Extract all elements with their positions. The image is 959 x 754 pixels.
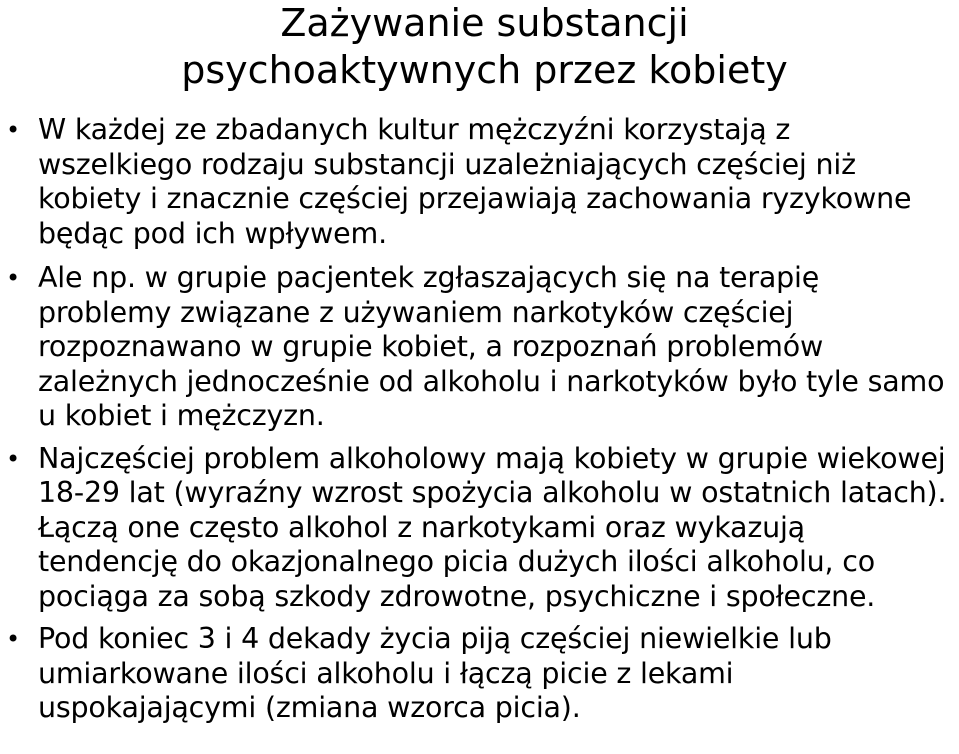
- slide-title-line-1: Zażywanie substancji: [280, 1, 689, 45]
- bullet-item-3: [0, 442, 959, 615]
- bullet-item-4: [0, 622, 959, 726]
- bullet-text-4: Pod koniec 3 i 4 dekady życia piją częściej niewielkie lub umiarkowane ilości alkoholu i łączą picie z lekami uspokajającymi (zmiana wzorca picia).: [38, 622, 832, 724]
- bullet-list: [0, 113, 959, 726]
- bullet-dot-icon: •: [6, 625, 20, 653]
- slide-title-line-2: psychoaktywnych przez kobiety: [181, 48, 788, 92]
- bullet-dot-icon: •: [6, 444, 20, 473]
- bullet-dot-icon: •: [6, 116, 20, 144]
- bullet-text-1: W każdej ze zbadanych kultur mężczyźni korzystają z wszelkiego rodzaju substancji uzależniających częściej niż kobiety i znacznie częściej przejawiają zachowania ryzykowne będąc pod ich wpływem.: [38, 113, 912, 250]
- bullet-dot-icon: •: [6, 264, 20, 292]
- slide-title: [0, 0, 959, 94]
- bullet-item-2: [0, 261, 959, 434]
- bullet-text-3: Najczęściej problem alkoholowy mają kobiety w grupie wiekowej 18-29 lat (wyraźny wzrost spożycia alkoholu w ostatnich latach). Łączą one często alkohol z narkotykami oraz wykazują tendencję do okazjonalnego picia dużych ilości alkoholu, co pociąga za sobą szkody zdrowotne, psychiczne i społeczne.: [38, 441, 947, 613]
- bullet-item-1: [0, 113, 959, 251]
- bullet-text-2: Ale np. w grupie pacjentek zgłaszających się na terapię problemy związane z używaniem narkotyków częściej rozpoznawano w grupie kobiet, a rozpoznań problemów zależnych jednocześnie od alkoholu i narkotyków było tyle samo u kobiet i mężczyzn.: [38, 261, 945, 432]
